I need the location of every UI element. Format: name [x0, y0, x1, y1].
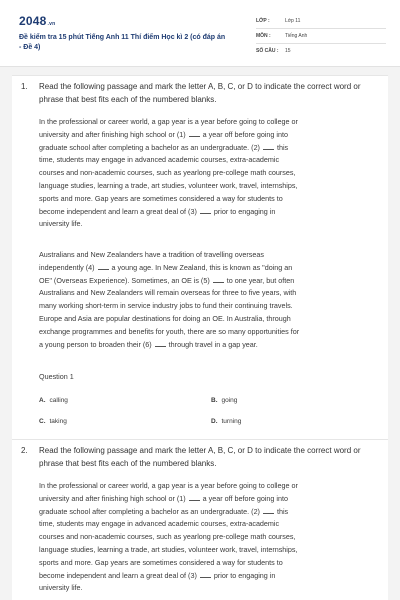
question-instruction: Read the following passage and mark the letter A, B, C, or D to indicate the correct word or phrase that best fits each of the numbered blanks. [39, 446, 361, 468]
meta-subject-label: MÔN : [256, 33, 271, 39]
answer-blank [263, 149, 274, 150]
option-letter: B. [211, 397, 218, 404]
passage-paragraph [39, 116, 381, 231]
passage-line: many working short-term in service industry jobs to fund their continuing travels. [39, 301, 293, 311]
passage-line: independently (4) a young age. In New Zealand, this is known as "doing an [39, 262, 293, 272]
answer-blank [213, 282, 224, 283]
answer-blank [200, 213, 211, 214]
page-header [0, 0, 400, 67]
passage-line: In the professional or career world, a gap year is a year before going to college or [39, 117, 298, 126]
passage-line: language studies, learning a trade, art studies, volunteer work, travel, internships, [39, 544, 298, 554]
question-card [12, 439, 388, 600]
question-card [12, 75, 388, 443]
answer-blank [155, 346, 166, 347]
page-title: Đề kiểm tra 15 phút Tiếng Anh 11 Thí điểm Học kì 2 (có đáp án - Đề 4) [19, 34, 226, 51]
option-letter: D. [211, 418, 218, 425]
passage-line: graduate school after completing a bachelor as an undergraduate. (2) this [39, 506, 289, 516]
passage-line: time, students may engage in advanced academic courses, extra-academic [39, 519, 280, 529]
passage-line: In the professional or career world, a gap year is a year before going to college or [39, 481, 298, 490]
passage-paragraph [39, 249, 381, 351]
passage-line: university life. [39, 219, 83, 229]
site-logo[interactable] [19, 14, 55, 28]
passage-line: OE" (Overseas Experience). Sometimes, an OE is (5) to one year, but often [39, 275, 295, 285]
option-text: turning [221, 418, 242, 425]
passage-line: sports and more. Gap years are sometimes considered a way for students to [39, 557, 283, 567]
meta-class-label: LỚP : [256, 18, 270, 24]
answer-blank [98, 269, 109, 270]
answer-option-a[interactable] [39, 397, 68, 404]
meta-subject-value: Tiếng Anh [285, 33, 308, 39]
passage-line: become independent and learn a great deal of (3) prior to engaging in [39, 570, 276, 580]
passage-line: a young person to broaden their (6) through travel in a gap year. [39, 339, 258, 349]
passage-line: language studies, learning a trade, art studies, volunteer work, travel, internships, [39, 180, 298, 190]
passage-line: university and after finishing high school or (1) a year off before going into [39, 493, 289, 503]
passage-line: courses and non-academic courses, such as yearlong pre-college math courses, [39, 532, 296, 542]
answer-blank [200, 577, 211, 578]
option-letter: C. [39, 418, 46, 425]
answer-option-d[interactable] [211, 418, 241, 425]
question-instruction: Read the following passage and mark the letter A, B, C, or D to indicate the correct word or phrase that best fits each of the numbered blanks. [39, 82, 361, 104]
passage-line: graduate school after completing a bachelor as an undergraduate. (2) this [39, 142, 289, 152]
answer-option-b[interactable] [211, 397, 237, 404]
logo-text: 2048 [19, 14, 47, 28]
meta-count-label: SỐ CÂU : [256, 48, 279, 54]
passage-line: Australians and New Zealanders have a tradition of travelling overseas [39, 250, 264, 259]
meta-count-value: 15 [285, 48, 291, 54]
passage-line: university life. [39, 583, 83, 593]
answer-blank [189, 136, 200, 137]
option-text: going [221, 397, 238, 404]
option-letter: A. [39, 397, 46, 404]
option-text: taking [49, 418, 67, 425]
logo-suffix: .vn [47, 21, 56, 27]
meta-class-value: Lớp 11 [285, 18, 301, 24]
passage-line: Australians and New Zealanders will remain overseas for three to five years, with [39, 288, 297, 298]
passage-line: courses and non-academic courses, such as yearlong pre-college math courses, [39, 168, 296, 178]
answer-blank [189, 500, 200, 501]
passage-line: university and after finishing high school or (1) a year off before going into [39, 129, 289, 139]
passage-line: exchange programmes and benefits for youth, there are so many opportunities for [39, 326, 300, 336]
answer-blank [263, 513, 274, 514]
meta-divider [256, 28, 386, 29]
passage-line: time, students may engage in advanced academic courses, extra-academic [39, 155, 280, 165]
option-text: calling [49, 397, 68, 404]
passage-paragraph [39, 480, 381, 595]
meta-divider [256, 43, 386, 44]
answer-option-c[interactable] [39, 418, 67, 425]
passage-line: become independent and learn a great deal of (3) prior to engaging in [39, 206, 276, 216]
question-number: 2. [21, 446, 28, 455]
question-number: 1. [21, 82, 28, 91]
passage-line: Europe and Asia are popular destinations for doing an OE. In Australia, through [39, 313, 291, 323]
sub-question-label: Question 1 [39, 372, 74, 381]
passage-line: sports and more. Gap years are sometimes considered a way for students to [39, 193, 283, 203]
